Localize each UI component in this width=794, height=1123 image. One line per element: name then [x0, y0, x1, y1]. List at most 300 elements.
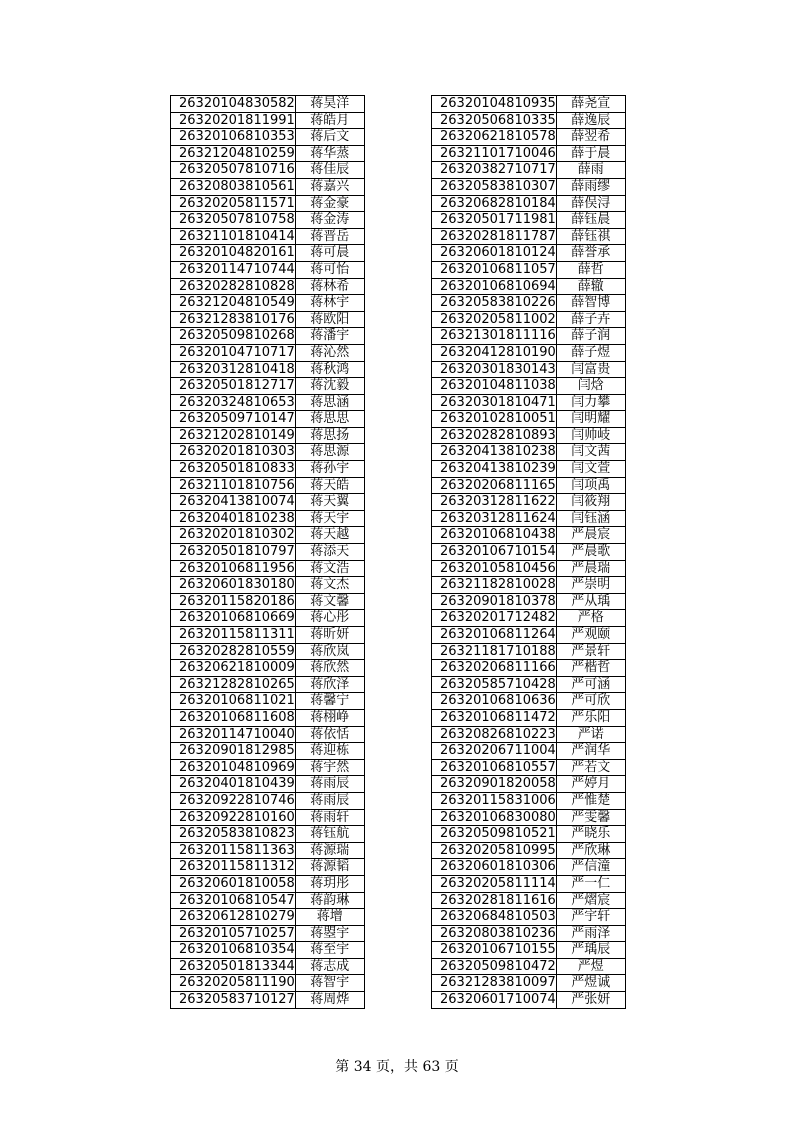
table-row: [171, 676, 365, 693]
exam-id-cell: 26320413810238: [432, 444, 557, 461]
student-name-cell: 蒋添天: [295, 544, 364, 561]
student-name-cell: 蒋秋鸿: [295, 361, 364, 378]
exam-id-cell: 26320803810236: [432, 925, 557, 942]
table-row: [432, 311, 626, 328]
table-row: [432, 992, 626, 1009]
student-name-cell: 蒋后文: [295, 129, 364, 146]
table-row: [171, 461, 365, 478]
table-row: [432, 394, 626, 411]
table-row: [432, 693, 626, 710]
table-row: [432, 544, 626, 561]
student-name-cell: 严景轩: [556, 643, 625, 660]
table-row: [171, 593, 365, 610]
table-row: [171, 444, 365, 461]
exam-id-cell: 26320201810303: [171, 444, 296, 461]
student-name-cell: 蒋思扬: [295, 427, 364, 444]
exam-id-cell: 26320106810354: [171, 942, 296, 959]
exam-id-cell: 26320106811021: [171, 693, 296, 710]
exam-id-cell: 26321181710188: [432, 643, 557, 660]
exam-id-cell: 26320621810578: [432, 129, 557, 146]
table-row: [171, 809, 365, 826]
table-row: [171, 577, 365, 594]
student-name-cell: 薛辙: [556, 278, 625, 295]
student-name-cell: 蒋可晨: [295, 245, 364, 262]
table-row: [171, 726, 365, 743]
student-name-cell: 严观颐: [556, 627, 625, 644]
exam-id-cell: 26320114710744: [171, 261, 296, 278]
student-name-cell: 严雨泽: [556, 925, 625, 942]
student-name-cell: 蒋曌宇: [295, 925, 364, 942]
exam-id-cell: 26320401810238: [171, 510, 296, 527]
exam-id-cell: 26320115820186: [171, 593, 296, 610]
exam-id-cell: 26320501813344: [171, 958, 296, 975]
student-name-cell: 薛哲: [556, 261, 625, 278]
roster-table-left: [170, 95, 365, 1009]
table-row: [171, 560, 365, 577]
student-name-cell: 闫文萱: [556, 461, 625, 478]
student-name-cell: 严婷月: [556, 776, 625, 793]
exam-id-cell: 26320501812717: [171, 378, 296, 395]
exam-id-cell: 26320206811165: [432, 477, 557, 494]
student-name-cell: 蒋雨辰: [295, 792, 364, 809]
exam-id-cell: 26320312811622: [432, 494, 557, 511]
student-name-cell: 蒋欣泽: [295, 676, 364, 693]
student-name-cell: 蒋天越: [295, 527, 364, 544]
table-row: [432, 593, 626, 610]
exam-id-cell: 26320102810051: [432, 411, 557, 428]
student-name-cell: 蒋天宇: [295, 510, 364, 527]
student-name-cell: 闫文茜: [556, 444, 625, 461]
exam-id-cell: 26320382710717: [432, 162, 557, 179]
table-row: [171, 610, 365, 627]
exam-id-cell: 26321204810549: [171, 295, 296, 312]
table-row: [171, 909, 365, 926]
exam-id-cell: 26321282810265: [171, 676, 296, 693]
student-name-cell: 闫帅岐: [556, 427, 625, 444]
exam-id-cell: 26320412810190: [432, 344, 557, 361]
exam-id-cell: 26320106830080: [432, 809, 557, 826]
exam-id-cell: 26320115811311: [171, 627, 296, 644]
exam-id-cell: 26320115811363: [171, 842, 296, 859]
table-row: [171, 510, 365, 527]
student-name-cell: 严晨宸: [556, 527, 625, 544]
table-row: [432, 759, 626, 776]
exam-id-cell: 26320206811166: [432, 660, 557, 677]
student-name-cell: 蒋文杰: [295, 577, 364, 594]
exam-id-cell: 26321204810259: [171, 145, 296, 162]
table-row: [432, 212, 626, 229]
table-row: [171, 278, 365, 295]
student-name-cell: 蒋欣岚: [295, 643, 364, 660]
table-row: [432, 344, 626, 361]
exam-id-cell: 26320621810009: [171, 660, 296, 677]
table-row: [171, 129, 365, 146]
exam-id-cell: 26320601810058: [171, 875, 296, 892]
table-row: [432, 494, 626, 511]
table-row: [432, 278, 626, 295]
exam-id-cell: 26320583710127: [171, 992, 296, 1009]
exam-id-cell: 26320501810833: [171, 461, 296, 478]
table-row: [171, 627, 365, 644]
table-row: [171, 228, 365, 245]
table-row: [432, 96, 626, 113]
exam-id-cell: 26320106810669: [171, 610, 296, 627]
table-row: [171, 693, 365, 710]
student-name-cell: 蒋源韬: [295, 859, 364, 876]
exam-id-cell: 26320601810124: [432, 245, 557, 262]
table-row: [432, 709, 626, 726]
student-name-cell: 蒋林宇: [295, 295, 364, 312]
student-name-cell: 闫筱翔: [556, 494, 625, 511]
exam-id-cell: 26320104810935: [432, 96, 557, 113]
exam-id-cell: 26320413810074: [171, 494, 296, 511]
table-row: [171, 942, 365, 959]
student-name-cell: 严诺: [556, 726, 625, 743]
table-row: [171, 925, 365, 942]
table-row: [432, 809, 626, 826]
table-row: [171, 378, 365, 395]
exam-id-cell: 26320509810268: [171, 328, 296, 345]
table-row: [171, 394, 365, 411]
exam-id-cell: 26320205811190: [171, 975, 296, 992]
student-name-cell: 蒋天皓: [295, 477, 364, 494]
exam-id-cell: 26320106811264: [432, 627, 557, 644]
exam-id-cell: 26320106811608: [171, 709, 296, 726]
student-name-cell: 薛于晨: [556, 145, 625, 162]
student-name-cell: 严一仁: [556, 875, 625, 892]
exam-id-cell: 26320106710154: [432, 544, 557, 561]
student-name-cell: 严雯馨: [556, 809, 625, 826]
exam-id-cell: 26321101710046: [432, 145, 557, 162]
exam-id-cell: 26320413810239: [432, 461, 557, 478]
page-footer: 第 34 页，共 63 页: [335, 1059, 459, 1075]
exam-id-cell: 26320104820161: [171, 245, 296, 262]
table-row: [171, 759, 365, 776]
student-name-cell: 蒋栩峥: [295, 709, 364, 726]
student-name-cell: 薛俣浔: [556, 195, 625, 212]
student-name-cell: 蒋源瑞: [295, 842, 364, 859]
exam-id-cell: 26320106811057: [432, 261, 557, 278]
student-name-cell: 严惟楚: [556, 792, 625, 809]
student-name-cell: 蒋晋岳: [295, 228, 364, 245]
exam-id-cell: 26320106811956: [171, 560, 296, 577]
exam-id-cell: 26320105710257: [171, 925, 296, 942]
student-name-cell: 薛子卉: [556, 311, 625, 328]
table-row: [171, 792, 365, 809]
table-row: [432, 361, 626, 378]
exam-id-cell: 26320282810828: [171, 278, 296, 295]
exam-id-cell: 26320901820058: [432, 776, 557, 793]
table-row: [432, 527, 626, 544]
exam-id-cell: 26320206711004: [432, 743, 557, 760]
table-row: [432, 610, 626, 627]
table-row: [171, 776, 365, 793]
student-name-cell: 闫明耀: [556, 411, 625, 428]
exam-id-cell: 26320509710147: [171, 411, 296, 428]
table-row: [432, 245, 626, 262]
student-name-cell: 薛尧宣: [556, 96, 625, 113]
exam-id-cell: 26320106811472: [432, 709, 557, 726]
table-row: [432, 776, 626, 793]
table-row: [432, 461, 626, 478]
student-name-cell: 蒋思涵: [295, 394, 364, 411]
student-name-cell: 蒋金涛: [295, 212, 364, 229]
exam-id-cell: 26320507810716: [171, 162, 296, 179]
exam-id-cell: 26320205811571: [171, 195, 296, 212]
table-row: [432, 676, 626, 693]
student-name-cell: 严瑀辰: [556, 942, 625, 959]
table-row: [432, 859, 626, 876]
table-row: [432, 643, 626, 660]
exam-id-cell: 26320324810653: [171, 394, 296, 411]
student-name-cell: 严润华: [556, 743, 625, 760]
student-name-cell: 严张妍: [556, 992, 625, 1009]
student-name-cell: 严欣琳: [556, 842, 625, 859]
table-row: [432, 826, 626, 843]
table-row: [432, 477, 626, 494]
student-name-cell: 严晨瑞: [556, 560, 625, 577]
table-row: [171, 892, 365, 909]
student-name-cell: 严晨歌: [556, 544, 625, 561]
table-row: [171, 361, 365, 378]
table-row: [432, 975, 626, 992]
exam-id-cell: 26320612810279: [171, 909, 296, 926]
table-row: [432, 726, 626, 743]
table-row: [171, 427, 365, 444]
student-name-cell: 薛逸辰: [556, 112, 625, 129]
student-name-cell: 蒋文浩: [295, 560, 364, 577]
table-row: [432, 925, 626, 942]
exam-id-cell: 26320583810226: [432, 295, 557, 312]
student-name-cell: 闫力攀: [556, 394, 625, 411]
student-name-cell: 蒋增: [295, 909, 364, 926]
student-name-cell: 严晓乐: [556, 826, 625, 843]
exam-id-cell: 26321101810756: [171, 477, 296, 494]
table-row: [432, 162, 626, 179]
exam-id-cell: 26320205811002: [432, 311, 557, 328]
student-name-cell: 蒋玥彤: [295, 875, 364, 892]
exam-id-cell: 26321283810097: [432, 975, 557, 992]
table-row: [171, 709, 365, 726]
exam-id-cell: 26320501711981: [432, 212, 557, 229]
table-row: [432, 627, 626, 644]
exam-id-cell: 26320104811038: [432, 378, 557, 395]
student-name-cell: 蒋馨宁: [295, 693, 364, 710]
table-row: [171, 842, 365, 859]
exam-id-cell: 26320105810456: [432, 560, 557, 577]
exam-id-cell: 26320583810307: [432, 178, 557, 195]
table-row: [171, 477, 365, 494]
exam-id-cell: 26320106810438: [432, 527, 557, 544]
student-name-cell: 薛子煜: [556, 344, 625, 361]
student-name-cell: 蒋周烨: [295, 992, 364, 1009]
exam-id-cell: 26320601810306: [432, 859, 557, 876]
student-name-cell: 薛智博: [556, 295, 625, 312]
exam-id-cell: 26320585710428: [432, 676, 557, 693]
student-name-cell: 蒋雨辰: [295, 776, 364, 793]
exam-id-cell: 26320803810561: [171, 178, 296, 195]
table-row: [432, 560, 626, 577]
exam-id-cell: 26321283810176: [171, 311, 296, 328]
exam-id-cell: 26320509810472: [432, 958, 557, 975]
exam-id-cell: 26320205810995: [432, 842, 557, 859]
table-row: [171, 992, 365, 1009]
table-row: [432, 295, 626, 312]
student-name-cell: 蒋林希: [295, 278, 364, 295]
table-row: [171, 178, 365, 195]
student-name-cell: 蒋金豪: [295, 195, 364, 212]
student-name-cell: 蒋文馨: [295, 593, 364, 610]
table-row: [432, 378, 626, 395]
exam-id-cell: 26320826810223: [432, 726, 557, 743]
table-row: [432, 842, 626, 859]
roster-table-right-body: [432, 96, 626, 1009]
table-row: [171, 295, 365, 312]
table-row: [171, 411, 365, 428]
student-name-cell: 严煜诚: [556, 975, 625, 992]
exam-id-cell: 26320282810893: [432, 427, 557, 444]
table-row: [171, 494, 365, 511]
student-name-cell: 蒋沈毅: [295, 378, 364, 395]
table-row: [171, 544, 365, 561]
exam-id-cell: 26320114710040: [171, 726, 296, 743]
student-name-cell: 薛钰晨: [556, 212, 625, 229]
exam-id-cell: 26320201810302: [171, 527, 296, 544]
exam-id-cell: 26320507810758: [171, 212, 296, 229]
student-name-cell: 薛雨缪: [556, 178, 625, 195]
exam-id-cell: 26320106810547: [171, 892, 296, 909]
student-name-cell: 严熠宸: [556, 892, 625, 909]
student-name-cell: 蒋迎栋: [295, 743, 364, 760]
table-row: [432, 328, 626, 345]
exam-id-cell: 26320501810797: [171, 544, 296, 561]
exam-id-cell: 26320601710074: [432, 992, 557, 1009]
student-name-cell: 蒋天翼: [295, 494, 364, 511]
student-name-cell: 严信潼: [556, 859, 625, 876]
student-name-cell: 薛子润: [556, 328, 625, 345]
table-row: [432, 129, 626, 146]
student-name-cell: 蒋欣然: [295, 660, 364, 677]
student-name-cell: 严楷哲: [556, 660, 625, 677]
exam-id-cell: 26320282810559: [171, 643, 296, 660]
exam-id-cell: 26320115811312: [171, 859, 296, 876]
student-name-cell: 严可涵: [556, 676, 625, 693]
exam-id-cell: 26320601830180: [171, 577, 296, 594]
student-name-cell: 蒋孙宇: [295, 461, 364, 478]
exam-id-cell: 26320401810439: [171, 776, 296, 793]
table-row: [171, 344, 365, 361]
exam-id-cell: 26320312811624: [432, 510, 557, 527]
table-row: [432, 577, 626, 594]
student-name-cell: 蒋可怡: [295, 261, 364, 278]
student-name-cell: 蒋心彤: [295, 610, 364, 627]
exam-id-cell: 26320682810184: [432, 195, 557, 212]
exam-id-cell: 26320684810503: [432, 909, 557, 926]
student-name-cell: 薛钰祺: [556, 228, 625, 245]
table-row: [171, 311, 365, 328]
exam-id-cell: 26320106810557: [432, 759, 557, 776]
exam-id-cell: 26321202810149: [171, 427, 296, 444]
table-row: [171, 261, 365, 278]
student-name-cell: 薛雨: [556, 162, 625, 179]
student-name-cell: 薛翌希: [556, 129, 625, 146]
table-row: [171, 527, 365, 544]
exam-id-cell: 26320106710155: [432, 942, 557, 959]
roster-table-left-body: [171, 96, 365, 1009]
exam-id-cell: 26321101810414: [171, 228, 296, 245]
exam-id-cell: 26320312810418: [171, 361, 296, 378]
table-row: [171, 975, 365, 992]
exam-id-cell: 26320281811616: [432, 892, 557, 909]
table-row: [171, 660, 365, 677]
exam-id-cell: 26320922810746: [171, 792, 296, 809]
student-name-cell: 蒋韵琳: [295, 892, 364, 909]
exam-id-cell: 26320201712482: [432, 610, 557, 627]
exam-id-cell: 26320922810160: [171, 809, 296, 826]
table-row: [432, 195, 626, 212]
student-name-cell: 蒋依恬: [295, 726, 364, 743]
student-name-cell: 闫焓: [556, 378, 625, 395]
student-name-cell: 薛誉承: [556, 245, 625, 262]
exam-id-cell: 26320106810636: [432, 693, 557, 710]
exam-id-cell: 26320205811114: [432, 875, 557, 892]
exam-id-cell: 26320201811991: [171, 112, 296, 129]
exam-id-cell: 26320901812985: [171, 743, 296, 760]
student-name-cell: 闫富贵: [556, 361, 625, 378]
exam-id-cell: 26320281811787: [432, 228, 557, 245]
student-name-cell: 严从瑀: [556, 593, 625, 610]
student-name-cell: 蒋沁然: [295, 344, 364, 361]
table-row: [171, 643, 365, 660]
exam-id-cell: 26320301810471: [432, 394, 557, 411]
exam-id-cell: 26320106810694: [432, 278, 557, 295]
table-row: [171, 875, 365, 892]
table-row: [432, 261, 626, 278]
exam-id-cell: 26320506810335: [432, 112, 557, 129]
exam-id-cell: 26320901810378: [432, 593, 557, 610]
student-name-cell: 严宇轩: [556, 909, 625, 926]
student-name-cell: 闫钰涵: [556, 510, 625, 527]
student-name-cell: 蒋志成: [295, 958, 364, 975]
exam-id-cell: 26320583810823: [171, 826, 296, 843]
student-name-cell: 蒋潘宇: [295, 328, 364, 345]
student-name-cell: 蒋宇然: [295, 759, 364, 776]
student-name-cell: 蒋思源: [295, 444, 364, 461]
table-row: [171, 195, 365, 212]
student-name-cell: 蒋嘉兴: [295, 178, 364, 195]
student-name-cell: 蒋昕妍: [295, 627, 364, 644]
table-row: [432, 444, 626, 461]
table-row: [432, 792, 626, 809]
student-name-cell: 严煜: [556, 958, 625, 975]
student-name-cell: 蒋雨轩: [295, 809, 364, 826]
student-name-cell: 严崇明: [556, 577, 625, 594]
student-name-cell: 严可欣: [556, 693, 625, 710]
table-row: [171, 859, 365, 876]
table-row: [432, 427, 626, 444]
table-row: [432, 958, 626, 975]
student-name-cell: 蒋智宇: [295, 975, 364, 992]
table-row: [171, 162, 365, 179]
table-row: [432, 510, 626, 527]
exam-id-cell: 26320104830582: [171, 96, 296, 113]
table-row: [171, 328, 365, 345]
table-row: [432, 942, 626, 959]
roster-table-right: [431, 95, 626, 1009]
student-name-cell: 严若文: [556, 759, 625, 776]
table-row: [432, 112, 626, 129]
table-row: [171, 96, 365, 113]
